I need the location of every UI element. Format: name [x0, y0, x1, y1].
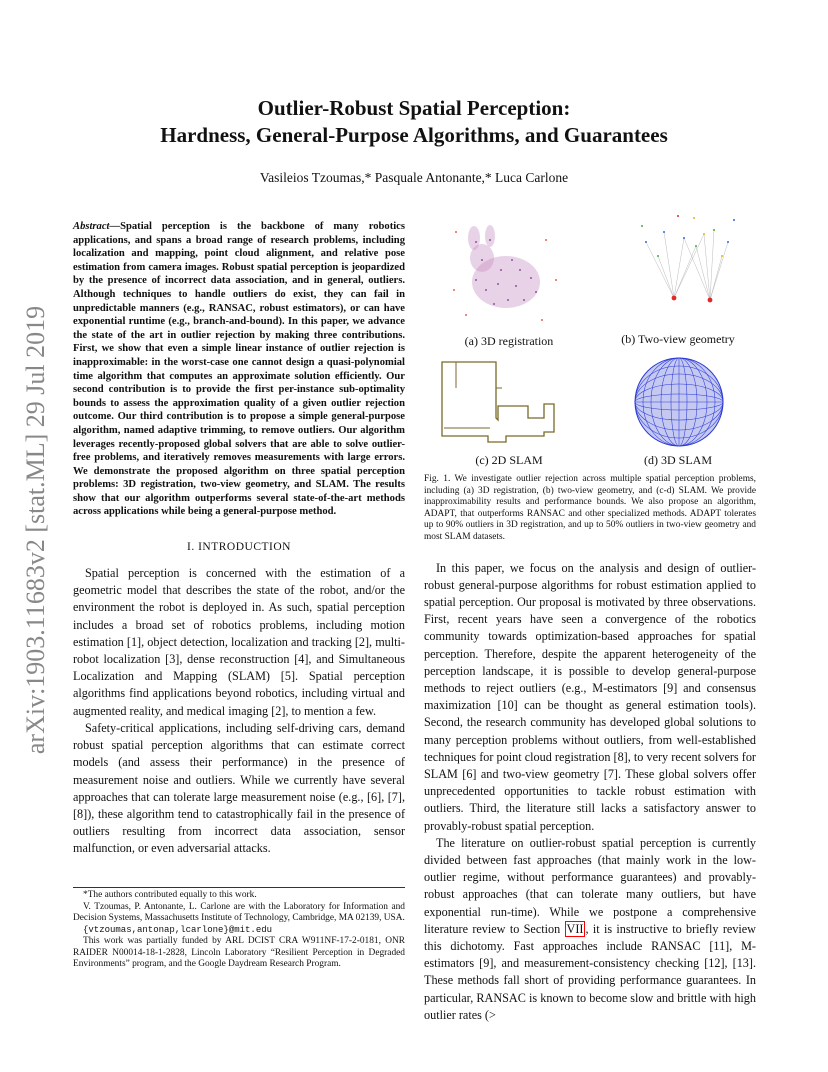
figure-caption: Fig. 1. We investigate outlier rejection across multiple spatial perception problems, including (a) 3D registration, (b) two-view geometry, and (c-d) SLAM. We provide inapproximability results and performance bounds. We also propose an algorithm, ADAPT, that outperforms RANSAC and other specialized methods. ADAPT tolerates up to 90% outliers in 3D registration, and up to 50% outliers in two-view geometry and most SLAM datasets.	[424, 474, 756, 542]
intro-right-body	[424, 560, 756, 1024]
abstract-text: Spatial perception is the backbone of many robotics applications, and spans a broad range of research problems, including localization and mapping, point cloud alignment, and relative pose estimation from camera images. Robust spatial perception is jeopardized by the presence of incorrect data association, and in general, outliers. Although techniques to handle outliers do exist, they can fail in unpredictable manners (e.g., RANSAC, robust estimators), or can have exponential runtime (e.g., branch-and-bound). In this paper, we advance the state of the art in outlier rejection by making three contributions. First, we show that even a simple linear instance of outlier rejection is inapproximable: in the worst-case one cannot design a quasi-polynomial time algorithm that computes an approximate solution efficiently. Our second contribution is to provide the first per-instance sub-optimality bounds to assess the approximation quality of a given outlier rejection outcome. Our third contribution is to propose a simple general-purpose algorithm, named adaptive trimming, to remove outliers. Our algorithm leverages recently-proposed global solvers that are able to solve outlier-free problems, and iteratively removes measurements with large errors. We demonstrate the proposed algorithm on three spatial perception problems: 3D registration, two-view geometry, and SLAM. The results show that our algorithm outperforms several state-of-the-art methods across applications while being a general-purpose method.	[73, 221, 405, 518]
footnote-funding: This work was partially funded by ARL DCIST CRA W911NF-17-2-0181, ONR RAIDER N00014-18-1-2828, Lincoln Laboratory “Resilient Perception in Degraded Environments” program, and the Google Daydream Research Program.	[73, 936, 405, 969]
footnotes	[73, 887, 405, 971]
figure-1-panels	[424, 220, 756, 470]
subfig-caption-d: (d) 3D SLAM	[644, 453, 712, 467]
subfig-caption-c: (c) 2D SLAM	[475, 453, 543, 467]
two-view-geometry-image	[634, 212, 744, 314]
intro-paragraph-1: Spatial perception is concerned with the estimation of a geometric model that describes the state of the robot, and/or the environment the robot is deployed in. As such, spatial perception includes a broad set of robotics problems, including motion estimation [1], object detection, localization and tracking [2], multi-robot localization [3], dense reconstruction [4], and Simultaneous Localization and Mapping (SLAM) [5]. Spatial perception algorithms find applications beyond robotics, including virtual and augmented reality, and medical imaging [2], to mention a few.	[73, 566, 405, 718]
section-heading: I. INTRODUCTION	[187, 541, 291, 554]
intro-left-body	[73, 565, 405, 857]
footnote-equal-contribution: *The authors contributed equally to this work.	[83, 890, 257, 900]
title-line-2: Hardness, General-Purpose Algorithms, and Guarantees	[160, 123, 668, 147]
abstract	[73, 220, 405, 519]
authors: Vasileios Tzoumas,* Pasquale Antonante,* Luca Carlone	[259, 170, 569, 185]
subfig-caption-a: (a) 3D registration	[464, 334, 554, 348]
paragraph-4-start: The literature on outlier-robust spatial perception is currently divided between fast approaches (that mainly work in the low-outlier regime, without performance guarantees) and provably-robust approaches (that can tolerate many outliers, but have exponential run-time). While we postpone a comprehensive literature review to Section	[424, 835, 756, 936]
arxiv-identifier	[4, 290, 68, 770]
intro-paragraph-2: Safety-critical applications, including self-driving cars, demand robust spatial perception algorithms that can estimate correct models (and assess their performance) in the presence of measurement noise and outliers. While we currently have several approaches that can tolerate large measurement noise (e.g., [6], [7], [8]), these algorithm tend to catastrophically fail in the presence of outliers resulting from incorrect data association, sensor malfunction, or even adversarial attacks.	[73, 720, 405, 856]
intro-paragraph-3: In this paper, we focus on the analysis and design of outlier-robust general-purpose algorithms for robust estimation applied to spatial perception. Our proposal is motivated by three observations. First, recent years have seen a convergence of the robotics community towards optimization-based approaches for spatial perception. Therefore, despite the apparent heterogeneity of the perception landscape, it is possible to develop general-purpose methods to reject outliers (e.g., M-estimators [9] and consensus maximization [10] can be thought as general estimation tools). Second, the research community has developed global solutions to many perception problems without outliers, from well-established techniques for point cloud registration [8], to very recent solvers for SLAM [6] and two-view geometry [7]. These global solvers offer unprecedented opportunities to tackle robust estimation with outliers. Third, the literature still lacks a satisfactory answer to provably-robust spatial perception.	[424, 560, 756, 833]
subfig-caption-b: (b) Two-view geometry	[621, 332, 735, 346]
arxiv-id-text: arXiv:1903.11683v2 [stat.ML] 29 Jul 2019	[21, 305, 50, 755]
title-line-1: Outlier-Robust Spatial Perception:	[257, 96, 571, 120]
slam-3d-sphere-image	[630, 354, 728, 450]
footnote-emails: {vtzoumas,antonap,lcarlone}@mit.edu	[83, 924, 273, 935]
paragraph-4-end: , it is instructive to briefly review this dichotomy. Fast approaches include RANSAC [11], M-estimators [9], and measurement-consistency checking [12], [13]. These methods fall short of providing performance guarantees. In particular, RANSAC is known to become slow and brittle with high outlier rates (>	[424, 921, 756, 1022]
right-column	[424, 220, 756, 1024]
bunny-point-cloud-image	[446, 220, 570, 330]
footnote-affiliation: V. Tzoumas, P. Antonante, L. Carlone are with the Laboratory for Information and Decision Systems, Massachusetts Institute of Technology, Cambridge, MA 02139, USA.	[73, 901, 405, 923]
intro-paragraph-4	[424, 835, 756, 1024]
left-column	[73, 220, 405, 858]
section-ref-link[interactable]: VII	[566, 921, 584, 936]
abstract-lead: Abstract—	[73, 221, 121, 232]
paper-title	[0, 95, 828, 149]
slam-2d-trajectory-image	[436, 358, 566, 448]
